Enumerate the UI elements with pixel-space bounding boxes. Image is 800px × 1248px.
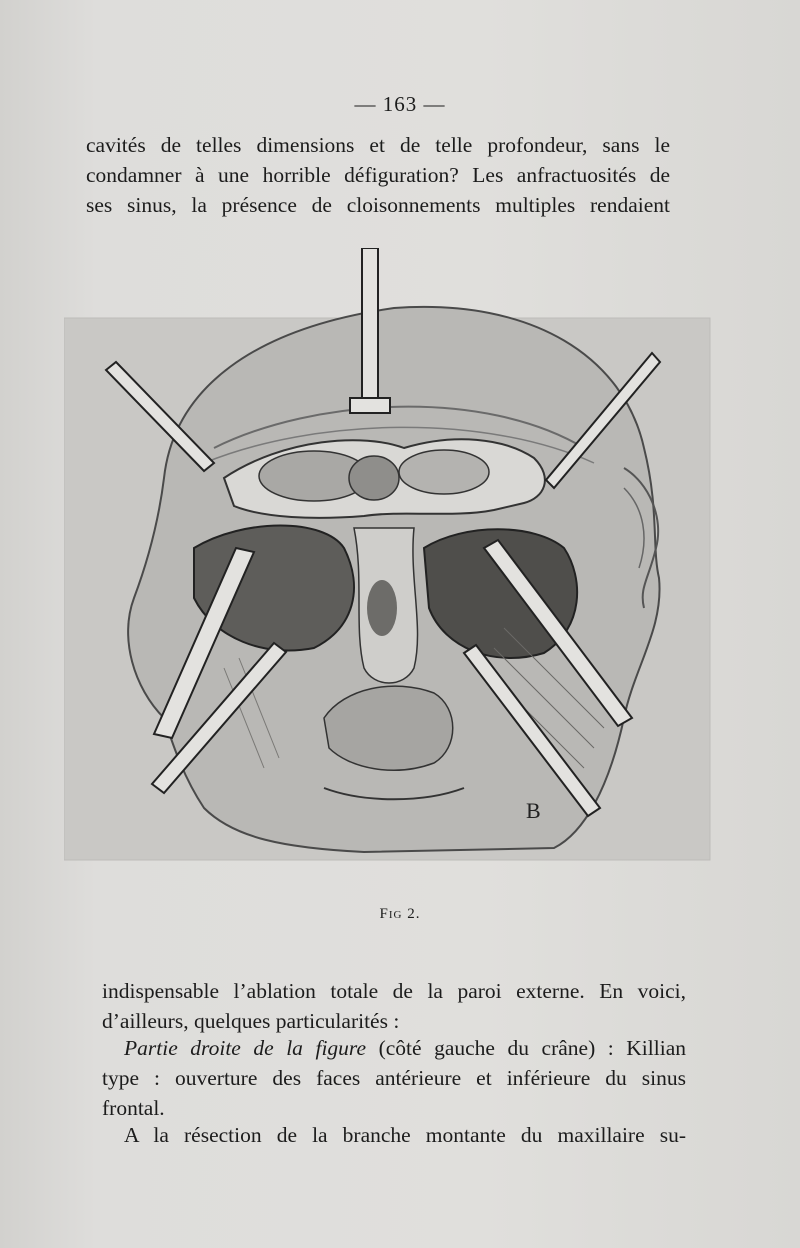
text-line: A la résection de la branche montante du maxillaire su- xyxy=(124,1123,686,1147)
text-line: frontal. xyxy=(102,1096,165,1120)
svg-text:B: B xyxy=(526,798,541,823)
text-line: indispensable l’ablation totale de la paroi externe. En voici, xyxy=(102,979,686,1003)
top-paragraph xyxy=(86,130,670,220)
text-run: (côté gauche du crâne) : Killian xyxy=(366,1036,686,1060)
text-line: ses sinus, la présence de cloisonnements multiples rendaient xyxy=(86,193,670,217)
italic-heading: Partie droite de la figure xyxy=(124,1036,367,1060)
text-line: d’ailleurs, quelques particularités : xyxy=(102,1009,400,1033)
bottom-paragraph-3 xyxy=(102,1120,686,1150)
figure-caption: Fig 2. xyxy=(379,906,421,922)
text-line: condamner à une horrible défiguration? Les anfractuosités de xyxy=(86,163,670,187)
page-number: — 163 — xyxy=(354,92,446,116)
surgical-illustration xyxy=(64,248,714,870)
text-line: type : ouverture des faces antérieure et inférieure du sinus xyxy=(102,1066,686,1090)
bottom-paragraph-1 xyxy=(102,976,686,1036)
text-line: cavités de telles dimensions et de telle profondeur, sans le xyxy=(86,133,670,157)
text-line xyxy=(102,1033,686,1063)
bottom-paragraph-2 xyxy=(102,1033,686,1123)
